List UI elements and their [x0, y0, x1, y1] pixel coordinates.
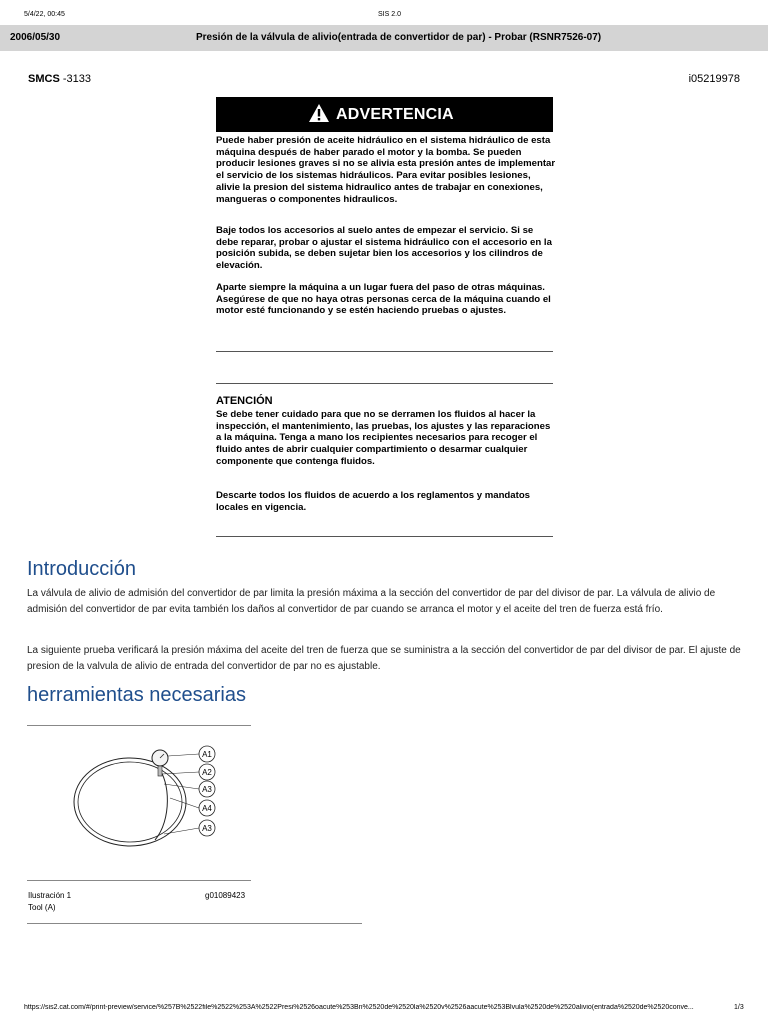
- leader-line: [162, 772, 199, 774]
- divider: [216, 383, 553, 384]
- callout-a3: [199, 781, 215, 797]
- introduction-paragraph: La siguiente prueba verificará la presión máxima del aceite del tren de fuerza que se suministra a la sección del convertidor de par del divisor de par. El ajuste de presion de la valvula de alivio de entrada del convertidor de par no es ajustable.: [27, 645, 741, 672]
- leader-line: [168, 754, 199, 756]
- attention-paragraph: Se debe tener cuidado para que no se derramen los fluidos al hacer la inspección, el mantenimiento, las pruebas, los ajustes y las reparaciones a la máquina. Tenga a mano los recipientes necesarios para recoger el fluido antes de abrir cualquier compartimiento o desarmar cualquier componente que contenga fluidos.: [216, 409, 551, 467]
- introduction-paragraph: La válvula de alivio de admisión del convertidor de par limita la presión máxima a la sección del convertidor de par del divisor de par. La válvula de alivio de admisión del convertidor de par evita también los daños al convertidor de par cuando se arranca el motor y el aceite del tren de fuerza está frío.: [27, 588, 716, 615]
- print-url: https://sis2.cat.com/#/print-preview/service/%257B%2522file%2522%253A%2522Presi%2526oacute%253Bn%2520de%2520la%2520v%2526aacute%253Blvula%2520de%2520alivio(entrada%2520de%2520conve...: [24, 1004, 694, 1011]
- warning-paragraph: Baje todos los accesorios al suelo antes de empezar el servicio. Si se debe reparar, probar o ajustar el sistema hidráulico con el accesorio en la posición subida, se deben sujetar bien los accesorios y los cilindros de elevación.: [216, 225, 552, 272]
- divider: [216, 351, 553, 352]
- introduction-heading: Introducción: [27, 558, 136, 580]
- callout-a4: [199, 800, 215, 816]
- illustration-caption: Tool (A): [28, 903, 56, 912]
- print-page-number: 1/3: [734, 1004, 744, 1011]
- warning-banner: [216, 97, 553, 132]
- document-date: 2006/05/30: [10, 32, 61, 43]
- svg-text:A1: A1: [202, 750, 212, 759]
- warning-paragraph: Aparte siempre la máquina a un lugar fuera del paso de otras máquinas. Asegúrese de que no haya otras personas cerca de la máquina cuando el motor esté funcionando y se estén haciendo pruebas o ajustes.: [216, 282, 551, 317]
- divider: [27, 725, 251, 726]
- print-timestamp: 5/4/22, 00:45: [24, 11, 65, 18]
- svg-text:A3: A3: [202, 785, 212, 794]
- smcs-number: -3133: [62, 73, 91, 85]
- warning-triangle-icon: [308, 103, 330, 123]
- warning-paragraph: Puede haber presión de aceite hidráulico en el sistema hidráulico de esta máquina después de haber parado el motor y la bomba. Se pueden producir lesiones graves si no se alivia esta presión antes de implementar el servicio de los sistemas hidráulicos. Para evitar posibles lesiones, alivie la presion del sistema hidraulico antes de trabajar en conexiones, mangueras o componentes hidraulicos.: [216, 135, 556, 205]
- illustration-code: g01089423: [205, 891, 246, 900]
- divider: [27, 923, 362, 924]
- divider: [216, 536, 553, 537]
- callout-a3: [199, 820, 215, 836]
- gauge-fitting: [158, 766, 162, 776]
- leader-line: [164, 828, 199, 834]
- document-title: Presión de la válvula de alivio(entrada de convertidor de par) - Probar (RSNR7526-07): [196, 32, 602, 43]
- hose-line: [155, 768, 167, 840]
- svg-text:A3: A3: [202, 824, 212, 833]
- print-app-name: SIS 2.0: [378, 11, 401, 18]
- tools-heading: herramientas necesarias: [27, 684, 246, 706]
- warning-label: ADVERTENCIA: [336, 106, 454, 123]
- divider: [27, 880, 251, 881]
- svg-text:A2: A2: [202, 768, 212, 777]
- callout-a1: [199, 746, 215, 762]
- leader-line: [170, 798, 199, 808]
- document-title-bar: [0, 25, 768, 51]
- callout-a2: [199, 764, 215, 780]
- attention-paragraph: Descarte todos los fluidos de acuerdo a los reglamentos y mandatos locales en vigencia.: [216, 490, 531, 513]
- attention-heading: ATENCIÓN: [216, 395, 273, 407]
- illustration-label: Ilustración 1: [28, 891, 72, 900]
- svg-text:A4: A4: [202, 804, 212, 813]
- smcs-code: [28, 73, 91, 85]
- hose-coil: [74, 758, 186, 846]
- document-id: i05219978: [688, 73, 740, 85]
- tool-illustration: [60, 740, 220, 860]
- smcs-label: SMCS: [28, 73, 60, 85]
